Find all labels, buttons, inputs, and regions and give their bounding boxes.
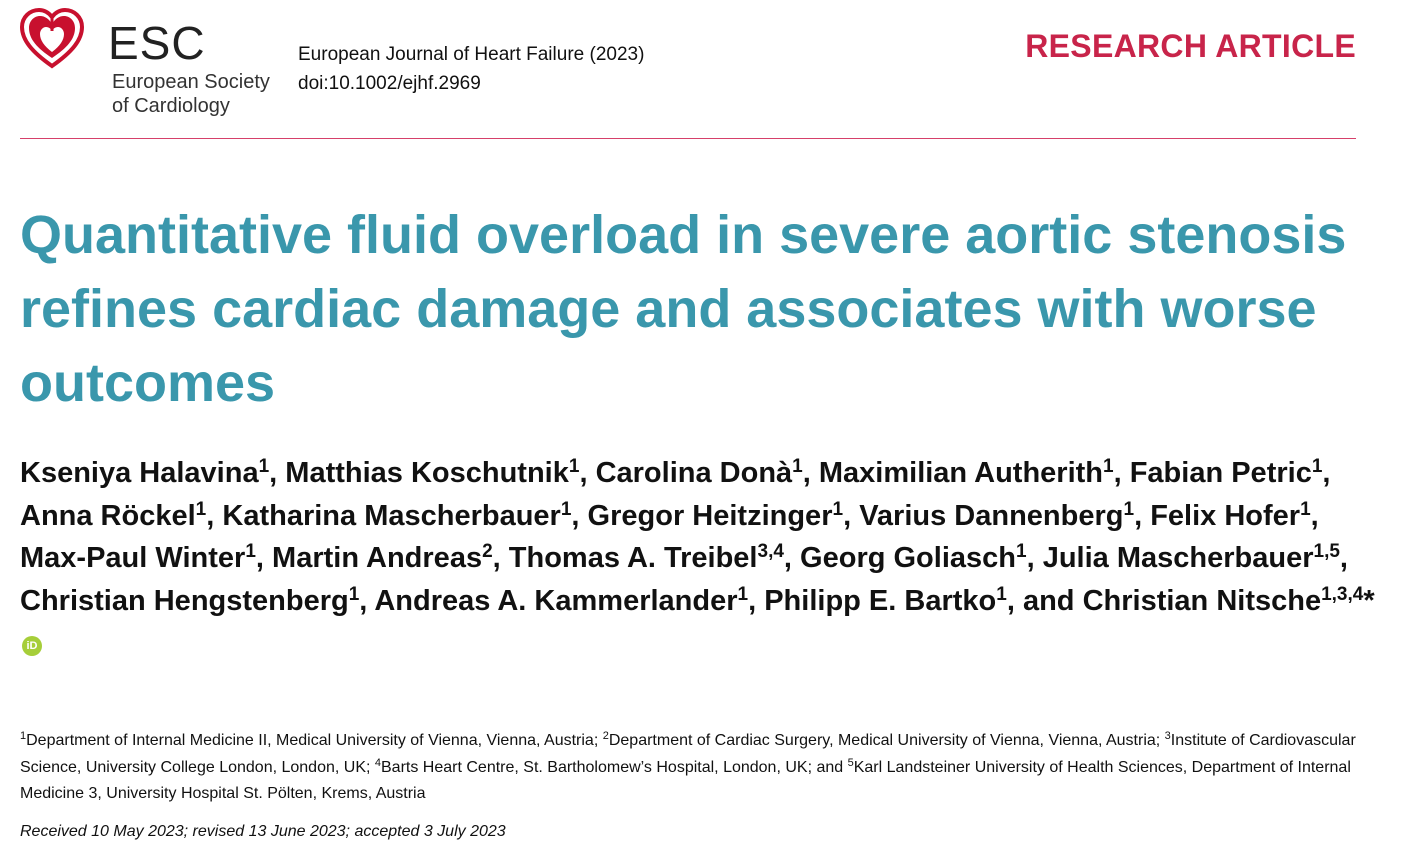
author-affiliation-marker: 1 [1300, 498, 1311, 520]
affiliation-text: Karl Landsteiner University of Health Sciences, Department of Internal Medicine 3, University Hospital St. Pölten, Krems, Austria [20, 758, 1351, 802]
author-name: Andreas A. Kammerlander [374, 584, 738, 617]
author[interactable] [596, 457, 803, 489]
author-name: Thomas A. Treibel [508, 542, 758, 574]
article-title: Quantitative fluid overload in severe aortic stenosis refines cardiac damage and associates with worse outcomes [20, 205, 1347, 413]
corresponding-author-marker: * [1363, 584, 1375, 617]
affiliation-number: 3 [1164, 730, 1171, 742]
author-affiliation-marker: 1 [1103, 456, 1114, 477]
header-divider [20, 138, 1356, 139]
author[interactable] [20, 457, 269, 489]
affiliation-item [374, 756, 848, 776]
orcid-icon[interactable]: iD [22, 636, 42, 656]
author-name: Gregor Heitzinger [587, 499, 833, 532]
author[interactable] [1043, 542, 1340, 574]
author[interactable] [1130, 457, 1323, 489]
author-affiliation-marker: 1 [348, 583, 360, 605]
author[interactable] [20, 542, 256, 574]
author[interactable] [764, 585, 1007, 617]
article-dates: Received 10 May 2023; revised 13 June 2023; accepted 3 July 2023 [20, 823, 506, 840]
author-name: Martin Andreas [272, 542, 483, 574]
author[interactable] [20, 585, 359, 617]
author-name: Varius Dannenberg [859, 499, 1124, 532]
affiliation-number: 4 [374, 756, 381, 769]
affiliations [20, 728, 1370, 808]
author-name: Christian Hengstenberg [20, 584, 349, 617]
author-name: Georg Goliasch [800, 542, 1016, 574]
affiliation-number: 1 [20, 730, 27, 742]
author[interactable] [588, 500, 844, 532]
journal-doi[interactable]: doi:10.1002/ejhf.2969 [298, 73, 481, 94]
author-affiliation-marker: 1 [1311, 456, 1323, 477]
author-name: Carolina Donà [595, 457, 793, 489]
author-affiliation-marker: 1 [737, 583, 749, 605]
author-name: Maximilian Autherith [818, 457, 1103, 489]
author-list: Kseniya Halavina$^1$, Matthias Koschutnik$^1$, Carolina Donà$^1$, Maximilian Autherith$^1$, Fabian Petric$^1$, Anna Röckel$^1$, Katharina Mascherbauer$^1$, Gregor Heitzinger$^1$, Varius Dannenberg$^1$, Felix Hofer$^1$, Max-Paul Winter$^1$, Martin Andreas$^2$, Thomas A. Treibel$^{3,4}$, Georg Goliasch$^1$, Julia Mascherbauer$^{1,5}$, Christian Hengstenberg$^1$, Andreas A. Kammerlander$^1$, Philipp E. Bartko$^1$, and Christian Nitsche$^{1,3,4}$*iD [20, 452, 1390, 665]
author-name: Max-Paul Winter [20, 542, 246, 574]
affiliation-text: Department of Internal Medicine II, Medical University of Vienna, Vienna, Austria; [26, 732, 603, 749]
affiliation-item [603, 732, 1165, 749]
author[interactable] [800, 542, 1027, 574]
author-affiliation-marker: 2 [482, 541, 493, 562]
esc-logo[interactable] [20, 8, 280, 118]
author-name: Philipp E. Bartko [764, 584, 997, 617]
author[interactable]: and Christian Nitsche$^{1,3,4}$*iD [20, 585, 1375, 660]
header [0, 0, 1408, 140]
author-affiliation-marker: 3,4 [757, 541, 784, 562]
affiliation-text: Department of Cardiac Surgery, Medical University of Vienna, Vienna, Austria; [608, 732, 1165, 749]
affiliation-text: Institute of Cardiovascular Science, University College London, London, UK; [20, 732, 1356, 776]
affiliation-number: 5 [847, 756, 854, 769]
author-name: Katharina Mascherbauer [222, 499, 561, 532]
logo-abbreviation: ESC [108, 17, 206, 69]
author-affiliation-marker: 1 [996, 583, 1007, 605]
author[interactable] [222, 500, 571, 532]
author-affiliation-marker: 1 [245, 541, 256, 562]
author-affiliation-marker: 1 [792, 456, 803, 477]
author[interactable] [1150, 500, 1310, 532]
journal-name: European Journal of Heart Failure (2023) [298, 44, 645, 65]
author-affiliation-marker: 1,5 [1313, 541, 1340, 562]
author-affiliation-marker: 1 [568, 456, 580, 477]
author-affiliation-marker: 1 [1016, 541, 1027, 562]
author-affiliation-marker: 1 [195, 498, 207, 520]
author-affiliation-marker: 1 [1123, 498, 1135, 520]
author-affiliation-marker: 1 [560, 498, 572, 520]
author-name: Julia Mascherbauer [1042, 542, 1314, 574]
author[interactable] [20, 500, 206, 532]
author[interactable] [272, 542, 493, 574]
heart-logo-icon [20, 8, 84, 72]
author-affiliation-marker: 1 [258, 456, 270, 477]
journal-info [298, 40, 644, 98]
author[interactable] [859, 500, 1134, 532]
author-name: Fabian Petric [1129, 457, 1312, 489]
logo-name-line2: of Cardiology [112, 95, 230, 117]
logo-name-line1: European Society [112, 71, 270, 93]
author-name: Kseniya Halavina [20, 457, 259, 489]
affiliation-item [20, 732, 603, 749]
author[interactable] [374, 585, 748, 617]
author-name: Christian Nitsche [1082, 584, 1322, 617]
logo-name [112, 70, 270, 118]
author[interactable] [819, 457, 1114, 489]
author[interactable] [285, 457, 579, 489]
article-type-label: RESEARCH ARTICLE [1025, 28, 1356, 64]
author-name: Matthias Koschutnik [285, 457, 569, 489]
author-affiliation-marker: 1 [832, 498, 844, 520]
affiliation-text: Barts Heart Centre, St. Bartholomew’s Hospital, London, UK; and [381, 758, 848, 776]
affiliation-number: 2 [602, 730, 609, 742]
author-name: Felix Hofer [1150, 499, 1301, 532]
author[interactable] [509, 542, 784, 574]
author-name: Anna Röckel [20, 499, 196, 532]
author-affiliation-marker: 1,3,4 [1321, 583, 1364, 605]
